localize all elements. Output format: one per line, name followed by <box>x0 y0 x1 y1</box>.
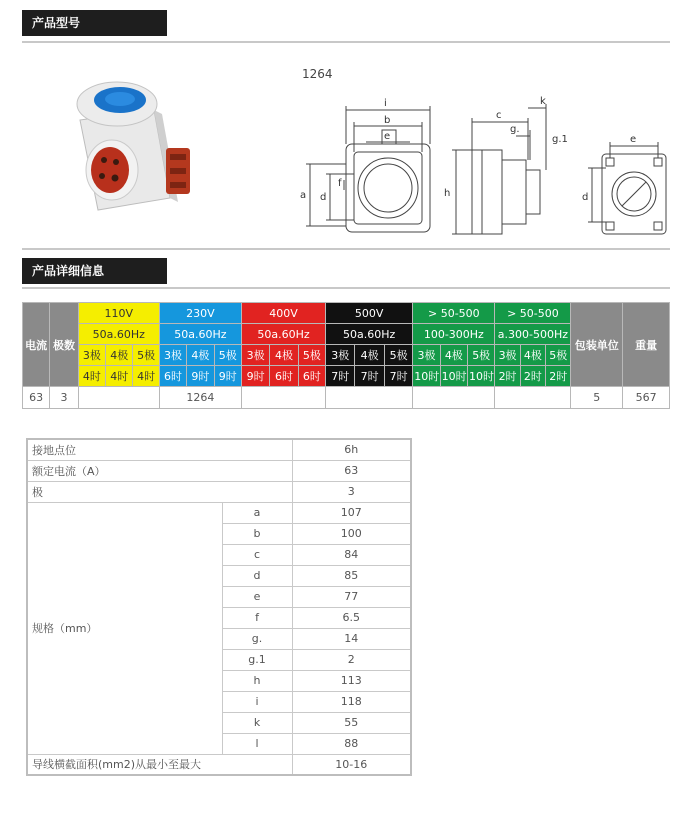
cell-50-500-high <box>495 387 571 409</box>
hour-header: 6时 <box>159 366 186 387</box>
col-header-weight: 重量 <box>623 303 670 387</box>
product-photo <box>62 78 202 218</box>
voltage-header: 500V <box>326 303 413 324</box>
frequency-header: 50a.60Hz <box>159 324 241 345</box>
pole-header: 5极 <box>133 345 159 366</box>
table-row <box>27 502 411 523</box>
pole-header: 3极 <box>413 345 440 366</box>
col-header-pack: 包装单位 <box>571 303 623 387</box>
dim-value: 107 <box>292 502 411 523</box>
frequency-header: 50a.60Hz <box>326 324 413 345</box>
table-row <box>27 460 411 481</box>
pole-header: 3极 <box>241 345 269 366</box>
detail-table <box>26 438 412 776</box>
dim-key: g.1 <box>222 649 292 670</box>
cell-400v <box>241 387 325 409</box>
dim-key: b <box>222 523 292 544</box>
frequency-header: 50a.60Hz <box>78 324 159 345</box>
dim-value: 55 <box>292 712 411 733</box>
pole-header: 4极 <box>270 345 298 366</box>
cell-500v <box>326 387 413 409</box>
hour-header: 2时 <box>546 366 571 387</box>
pole-header: 4极 <box>106 345 133 366</box>
hour-header: 9时 <box>187 366 214 387</box>
cell-poles: 3 <box>50 387 78 409</box>
dim-label-e-rear: e <box>630 134 637 145</box>
section-title-model: 产品型号 <box>22 10 167 36</box>
row-label-ground: 接地点位 <box>27 439 292 460</box>
row-label-wire: 导线横截面积(mm2)从最小至最大 <box>27 754 292 775</box>
hour-header: 2时 <box>495 366 520 387</box>
hour-header: 10时 <box>413 366 440 387</box>
pole-header: 3极 <box>78 345 105 366</box>
dim-label-e: e <box>384 131 391 142</box>
row-label-spec: 规格（mm） <box>27 502 222 754</box>
dim-label-g: g. <box>510 124 520 135</box>
pole-header: 4极 <box>440 345 467 366</box>
front-view <box>306 106 430 232</box>
col-header-poles: 极数 <box>50 303 78 387</box>
cell-110v <box>78 387 159 409</box>
dim-key: h <box>222 670 292 691</box>
table-row <box>27 754 411 775</box>
hour-header: 4时 <box>106 366 133 387</box>
pole-header: 4极 <box>520 345 545 366</box>
dim-label-f: f <box>338 178 342 189</box>
pole-header: 5极 <box>298 345 325 366</box>
pole-header: 5极 <box>384 345 412 366</box>
dim-key: d <box>222 565 292 586</box>
section-divider <box>22 248 670 250</box>
dimension-drawing <box>284 86 670 246</box>
voltage-header: 110V <box>78 303 159 324</box>
frequency-header: 100-300Hz <box>413 324 495 345</box>
dim-label-a: a <box>300 190 307 201</box>
cell-current: 63 <box>23 387 50 409</box>
voltage-header: > 50-500 <box>413 303 495 324</box>
section-divider <box>22 287 670 289</box>
hour-header: 4时 <box>133 366 159 387</box>
row-label-rated: 额定电流（A） <box>27 460 292 481</box>
table-row <box>23 387 670 409</box>
cell-weight: 567 <box>623 387 670 409</box>
dim-label-c: c <box>496 110 502 121</box>
dim-key: i <box>222 691 292 712</box>
hour-header: 7时 <box>384 366 412 387</box>
cell-pack: 5 <box>571 387 623 409</box>
dim-value: 84 <box>292 544 411 565</box>
dim-value: 118 <box>292 691 411 712</box>
dim-label-i: i <box>384 98 387 109</box>
dim-label-d-rear: d <box>582 192 589 203</box>
dim-label-g1: g.1 <box>552 134 568 145</box>
hour-header: 10时 <box>440 366 467 387</box>
hour-header: 2时 <box>520 366 545 387</box>
model-code: 1264 <box>302 67 333 81</box>
row-value-ground: 6h <box>292 439 411 460</box>
dim-value: 77 <box>292 586 411 607</box>
pole-header: 3极 <box>495 345 520 366</box>
pole-header: 4极 <box>187 345 214 366</box>
dim-label-b: b <box>384 115 391 126</box>
page-frame <box>22 6 670 826</box>
row-value-rated: 63 <box>292 460 411 481</box>
dim-label-d: d <box>320 192 327 203</box>
dim-key: a <box>222 502 292 523</box>
col-header-current: 电流 <box>23 303 50 387</box>
pole-header: 4极 <box>355 345 384 366</box>
voltage-header: > 50-500 <box>495 303 571 324</box>
dim-value: 14 <box>292 628 411 649</box>
dim-value: 113 <box>292 670 411 691</box>
dim-key: l <box>222 733 292 754</box>
hour-header: 4时 <box>78 366 105 387</box>
dim-value: 2 <box>292 649 411 670</box>
section-title-detail: 产品详细信息 <box>22 258 167 284</box>
pole-header: 5极 <box>468 345 495 366</box>
cell-50-500-low <box>413 387 495 409</box>
section-divider <box>22 41 670 43</box>
voltage-spec-table <box>22 302 670 409</box>
pole-header: 5极 <box>214 345 241 366</box>
hour-header: 9时 <box>214 366 241 387</box>
dim-label-k: k <box>540 96 546 107</box>
table-row <box>27 439 411 460</box>
dim-key: f <box>222 607 292 628</box>
row-value-wire: 10-16 <box>292 754 411 775</box>
dim-value: 6.5 <box>292 607 411 628</box>
voltage-header: 230V <box>159 303 241 324</box>
dim-label-h: h <box>444 188 451 199</box>
dim-key: g. <box>222 628 292 649</box>
dim-value: 85 <box>292 565 411 586</box>
row-value-pole: 3 <box>292 481 411 502</box>
pole-header: 5极 <box>546 345 571 366</box>
hour-header: 9时 <box>241 366 269 387</box>
table-row <box>27 481 411 502</box>
frequency-header: a.300-500Hz <box>495 324 571 345</box>
hour-header: 6时 <box>298 366 325 387</box>
side-view <box>452 104 546 234</box>
hour-header: 7时 <box>326 366 355 387</box>
cell-230v: 1264 <box>159 387 241 409</box>
dim-value: 88 <box>292 733 411 754</box>
pole-header: 3极 <box>159 345 186 366</box>
frequency-header: 50a.60Hz <box>241 324 325 345</box>
hour-header: 6时 <box>270 366 298 387</box>
voltage-header: 400V <box>241 303 325 324</box>
dim-key: c <box>222 544 292 565</box>
hour-header: 7时 <box>355 366 384 387</box>
dim-key: k <box>222 712 292 733</box>
dim-value: 100 <box>292 523 411 544</box>
pole-header: 3极 <box>326 345 355 366</box>
hour-header: 10时 <box>468 366 495 387</box>
dim-key: e <box>222 586 292 607</box>
rear-view <box>588 142 666 234</box>
row-label-pole: 极 <box>27 481 292 502</box>
